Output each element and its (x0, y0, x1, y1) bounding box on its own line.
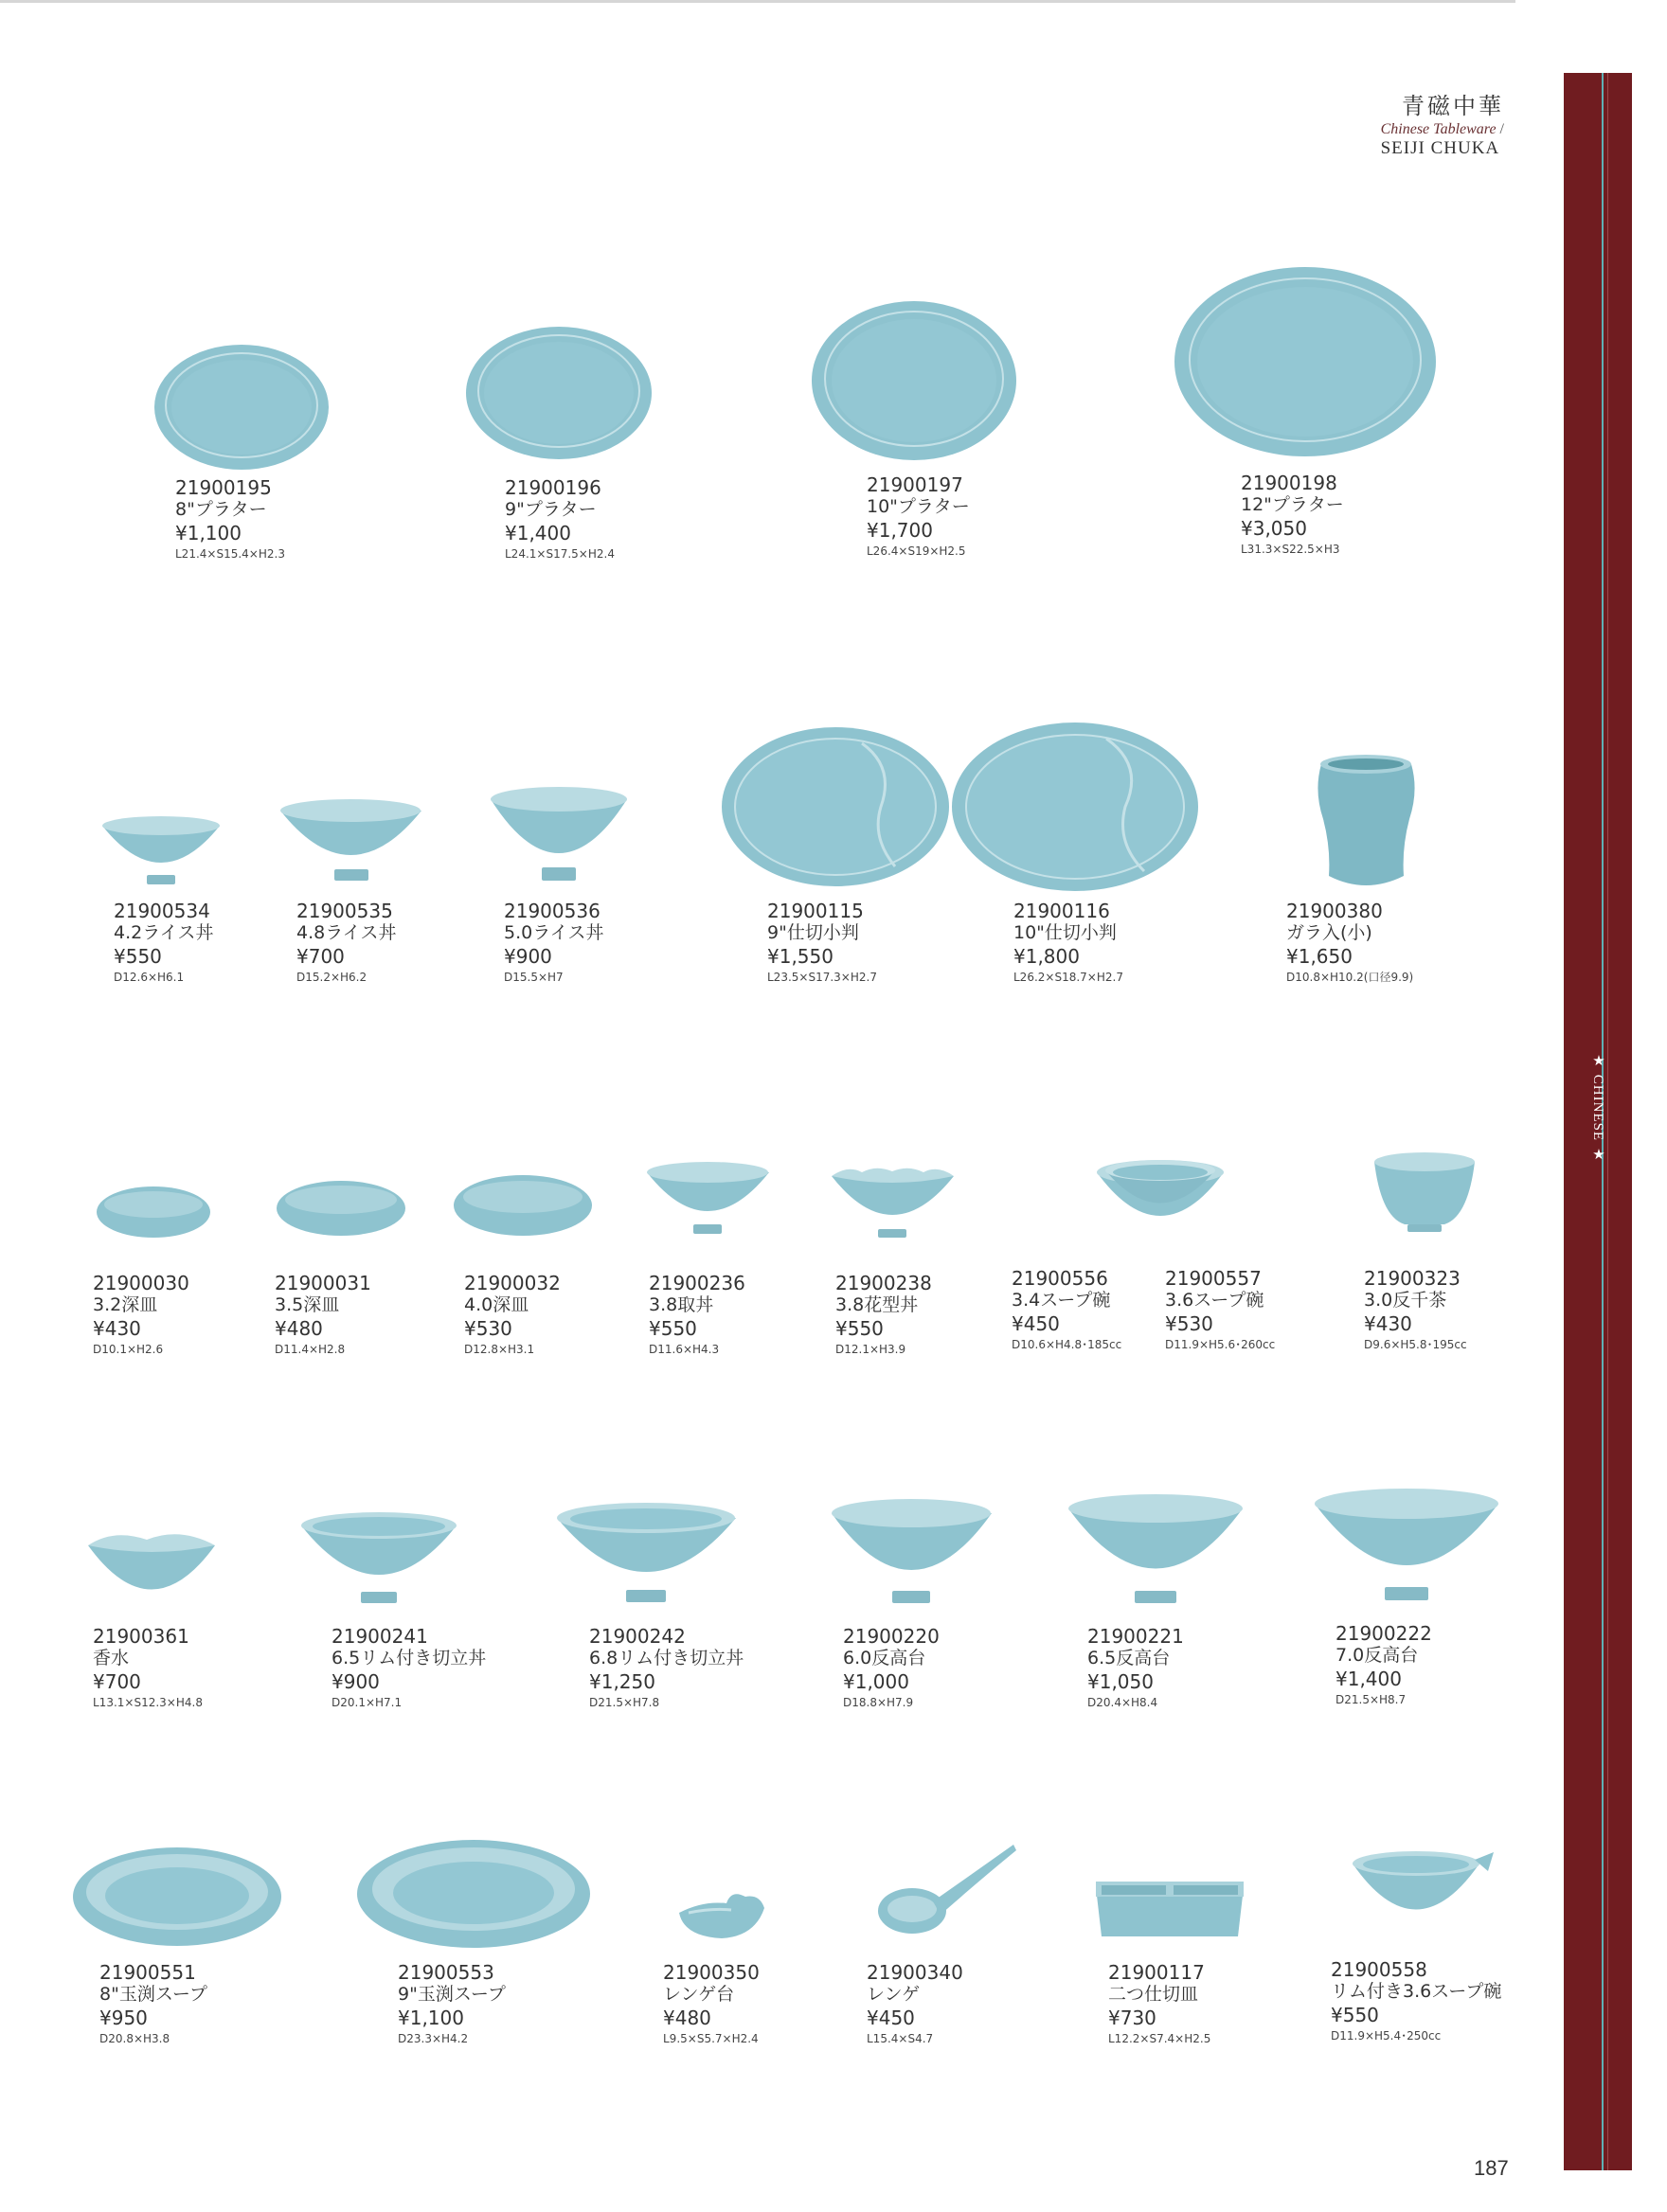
product-code: 21900030 (93, 1272, 189, 1294)
product-code: 21900340 (867, 1961, 963, 1984)
product-name: リム付き3.6スープ碗 (1331, 1981, 1502, 2002)
bowl-image (829, 1496, 995, 1610)
product-info (835, 1274, 932, 1355)
product-price: ¥450 (1012, 1312, 1060, 1335)
product-price: ¥430 (93, 1317, 141, 1340)
product-name: 4.2ライス丼 (114, 922, 214, 943)
product-info (175, 478, 285, 560)
oval-platter-image (1173, 265, 1438, 459)
divided-tray-image (1094, 1880, 1246, 1941)
product-price: ¥900 (332, 1670, 380, 1693)
product-code: 21900238 (835, 1272, 932, 1294)
product-code: 21900323 (1364, 1267, 1461, 1290)
product-name: 二つ仕切皿 (1108, 1984, 1199, 2005)
product-price: ¥1,250 (589, 1670, 655, 1693)
product-name: 3.8花型丼 (835, 1294, 919, 1315)
product-name: レンゲ台 (663, 1984, 735, 2005)
product-info (589, 1627, 744, 1708)
product-code: 21900221 (1087, 1625, 1184, 1648)
product-dimensions: L15.4×S4.7 (867, 2032, 934, 2045)
product-dimensions: D12.6×H6.1 (114, 971, 185, 984)
divided-oval-plate-image (950, 720, 1201, 895)
product-code: 21900115 (767, 900, 864, 922)
product-price: ¥1,700 (867, 519, 933, 542)
oval-platter-image (464, 322, 654, 464)
product-info (296, 901, 396, 983)
bowl-image (644, 1160, 772, 1240)
product-info (504, 901, 603, 983)
chapter-label[interactable] (1574, 1052, 1622, 1164)
product-code: 21900195 (175, 476, 272, 499)
product-dimensions: D11.9×H5.6･260cc (1165, 1338, 1276, 1351)
product-price: ¥480 (275, 1317, 323, 1340)
product-code: 21900534 (114, 900, 210, 922)
bowl-image (1066, 1491, 1246, 1610)
product-code: 21900236 (649, 1272, 745, 1294)
page-title: 青磁中華 (1402, 93, 1504, 119)
product-dimensions: D20.4×H8.4 (1087, 1696, 1158, 1709)
product-price: ¥700 (93, 1670, 141, 1693)
product-name: 3.2深皿 (93, 1294, 158, 1315)
product-info (1241, 473, 1344, 555)
oval-platter-image (152, 341, 332, 473)
product-price: ¥1,400 (505, 522, 571, 544)
product-price: ¥950 (99, 2007, 148, 2029)
product-price: ¥730 (1108, 2007, 1156, 2029)
product-dimensions: L23.5×S17.3×H2.7 (767, 971, 877, 984)
product-info (867, 1963, 963, 2044)
product-dimensions: D15.5×H7 (504, 971, 564, 984)
product-name: 3.6スープ碗 (1165, 1290, 1264, 1311)
product-info (1335, 1624, 1432, 1705)
product-price: ¥1,050 (1087, 1670, 1154, 1693)
product-dimensions: D10.8×H10.2(口径9.9) (1286, 971, 1414, 984)
product-info (99, 1963, 207, 2044)
product-info (398, 1963, 506, 2044)
product-info (93, 1274, 189, 1355)
product-name: 6.5反高台 (1087, 1648, 1171, 1668)
product-name: 3.0反千茶 (1364, 1290, 1447, 1311)
product-price: ¥550 (114, 945, 162, 968)
product-code: 21900222 (1335, 1622, 1432, 1645)
product-price: ¥900 (504, 945, 552, 968)
product-name: 6.5リム付き切立丼 (332, 1648, 487, 1668)
product-code: 21900551 (99, 1961, 196, 1984)
product-code: 21900557 (1165, 1267, 1262, 1290)
product-name: 4.0深皿 (464, 1294, 529, 1315)
shallow-dish-image (275, 1177, 407, 1239)
product-code: 21900242 (589, 1625, 686, 1648)
product-name: 12"プラター (1241, 494, 1344, 515)
spoon-image (876, 1837, 1018, 1941)
product-code: 21900031 (275, 1272, 371, 1294)
product-name: 3.4スープ碗 (1012, 1290, 1111, 1311)
product-info (1165, 1269, 1275, 1350)
product-price: ¥550 (835, 1317, 884, 1340)
rice-bowl-image (278, 797, 424, 887)
product-code: 21900558 (1331, 1958, 1427, 1981)
product-dimensions: D11.9×H5.4･250cc (1331, 2029, 1442, 2043)
product-code: 21900241 (332, 1625, 428, 1648)
product-dimensions: D21.5×H8.7 (1335, 1693, 1407, 1706)
product-name: ガラ入(小) (1286, 922, 1372, 943)
product-dimensions: L13.1×S12.3×H4.8 (93, 1696, 203, 1709)
product-dimensions: D10.1×H2.6 (93, 1343, 164, 1356)
product-dimensions: D12.1×H3.9 (835, 1343, 906, 1356)
product-info (663, 1963, 760, 2044)
chapter-label-text: ★ CHINESE ★ (1590, 1052, 1605, 1164)
soup-plate-image (71, 1845, 284, 1949)
product-info (1108, 1963, 1210, 2044)
soup-plate-image (355, 1837, 592, 1951)
product-dimensions: L26.4×S19×H2.5 (867, 544, 966, 558)
product-code: 21900116 (1013, 900, 1110, 922)
product-info (867, 475, 970, 557)
product-price: ¥530 (464, 1317, 512, 1340)
oval-platter-image (810, 298, 1018, 464)
product-name: レンゲ (867, 1984, 921, 2005)
nested-soup-bowls-image (1094, 1155, 1227, 1245)
product-code: 21900197 (867, 473, 963, 496)
product-code: 21900535 (296, 900, 393, 922)
product-price: ¥1,800 (1013, 945, 1080, 968)
product-price: ¥430 (1364, 1312, 1412, 1335)
product-info (275, 1274, 371, 1355)
product-info (1012, 1269, 1121, 1350)
product-code: 21900553 (398, 1961, 494, 1984)
pot-image (1312, 753, 1421, 890)
product-name: 10"仕切小判 (1013, 922, 1117, 943)
product-name: 3.8取丼 (649, 1294, 714, 1315)
shallow-dish-image (95, 1184, 213, 1240)
product-info (843, 1627, 940, 1708)
product-code: 21900117 (1108, 1961, 1205, 1984)
product-dimensions: L26.2×S18.7×H2.7 (1013, 971, 1123, 984)
product-price: ¥1,650 (1286, 945, 1353, 968)
product-name: 5.0ライス丼 (504, 922, 604, 943)
product-code: 21900380 (1286, 900, 1383, 922)
product-price: ¥1,000 (843, 1670, 909, 1693)
product-info (332, 1627, 486, 1708)
product-name: 3.5深皿 (275, 1294, 340, 1315)
subtitle-name: SEIJI CHUKA (1380, 138, 1500, 158)
product-info (1364, 1269, 1467, 1350)
spouted-soup-bowl-image (1350, 1846, 1497, 1941)
wavy-bowl-image (85, 1525, 218, 1614)
divided-oval-plate-image (720, 724, 952, 890)
product-price: ¥700 (296, 945, 345, 968)
product-price: ¥480 (663, 2007, 711, 2029)
product-dimensions: L24.1×S17.5×H2.4 (505, 547, 615, 561)
product-name: 9"玉渕スープ (398, 1984, 506, 2005)
product-dimensions: D10.6×H4.8･185cc (1012, 1338, 1122, 1351)
rice-bowl-image (99, 814, 223, 890)
product-info (1013, 901, 1123, 983)
product-dimensions: D21.5×H7.8 (589, 1696, 660, 1709)
product-name: 9"仕切小判 (767, 922, 859, 943)
product-info (1286, 901, 1413, 983)
product-name: 8"プラター (175, 499, 267, 520)
flower-bowl-image (829, 1163, 957, 1243)
product-info (505, 478, 615, 560)
top-rule (0, 0, 1515, 3)
product-dimensions: D20.1×H7.1 (332, 1696, 403, 1709)
rimmed-bowl-image (554, 1501, 739, 1610)
product-dimensions: L31.3×S22.5×H3 (1241, 543, 1340, 556)
product-price: ¥1,550 (767, 945, 834, 968)
product-name: 10"プラター (867, 496, 970, 517)
shallow-dish-image (452, 1172, 594, 1239)
product-price: ¥1,400 (1335, 1668, 1402, 1690)
product-dimensions: D12.8×H3.1 (464, 1343, 535, 1356)
product-info (1331, 1960, 1501, 2042)
product-code: 21900196 (505, 476, 601, 499)
product-code: 21900220 (843, 1625, 940, 1648)
product-code: 21900198 (1241, 472, 1337, 494)
product-dimensions: D20.8×H3.8 (99, 2032, 170, 2045)
product-code: 21900350 (663, 1961, 760, 1984)
product-dimensions: L9.5×S5.7×H2.4 (663, 2032, 759, 2045)
product-info (767, 901, 877, 983)
product-price: ¥550 (649, 1317, 697, 1340)
product-price: ¥530 (1165, 1312, 1213, 1335)
spoon-rest-image (674, 1880, 769, 1946)
product-price: ¥3,050 (1241, 517, 1307, 540)
rimmed-bowl-image (298, 1510, 459, 1610)
page-number: 187 (1474, 2156, 1509, 2180)
product-name: 8"玉渕スープ (99, 1984, 207, 2005)
product-price: ¥450 (867, 2007, 915, 2029)
teacup-image (1371, 1151, 1478, 1236)
product-info (114, 901, 213, 983)
product-code: 21900556 (1012, 1267, 1108, 1290)
product-dimensions: L12.2×S7.4×H2.5 (1108, 2032, 1211, 2045)
product-code: 21900361 (93, 1625, 189, 1648)
product-info (464, 1274, 561, 1355)
product-code: 21900536 (504, 900, 600, 922)
product-dimensions: D9.6×H5.8･195cc (1364, 1338, 1467, 1351)
product-price: ¥1,100 (175, 522, 242, 544)
product-dimensions: D15.2×H6.2 (296, 971, 367, 984)
product-name: 6.8リム付き切立丼 (589, 1648, 744, 1668)
page-subtitle (1381, 121, 1504, 161)
product-name: 7.0反高台 (1335, 1645, 1419, 1666)
product-dimensions: D18.8×H7.9 (843, 1696, 914, 1709)
subtitle-separator: / (1499, 121, 1504, 137)
product-name: 香水 (93, 1648, 130, 1668)
product-info (93, 1627, 203, 1708)
product-dimensions: D11.6×H4.3 (649, 1343, 720, 1356)
product-price: ¥550 (1331, 2004, 1379, 2026)
product-name: 6.0反高台 (843, 1648, 926, 1668)
rice-bowl-image (488, 784, 630, 888)
product-dimensions: D11.4×H2.8 (275, 1343, 346, 1356)
product-info (1087, 1627, 1184, 1708)
bowl-image (1312, 1485, 1501, 1608)
product-dimensions: L21.4×S15.4×H2.3 (175, 547, 285, 561)
product-code: 21900032 (464, 1272, 561, 1294)
product-price: ¥1,100 (398, 2007, 464, 2029)
product-name: 9"プラター (505, 499, 597, 520)
product-dimensions: D23.3×H4.2 (398, 2032, 469, 2045)
product-info (649, 1274, 745, 1355)
product-name: 4.8ライス丼 (296, 922, 397, 943)
subtitle-script: Chinese Tableware (1380, 121, 1497, 137)
